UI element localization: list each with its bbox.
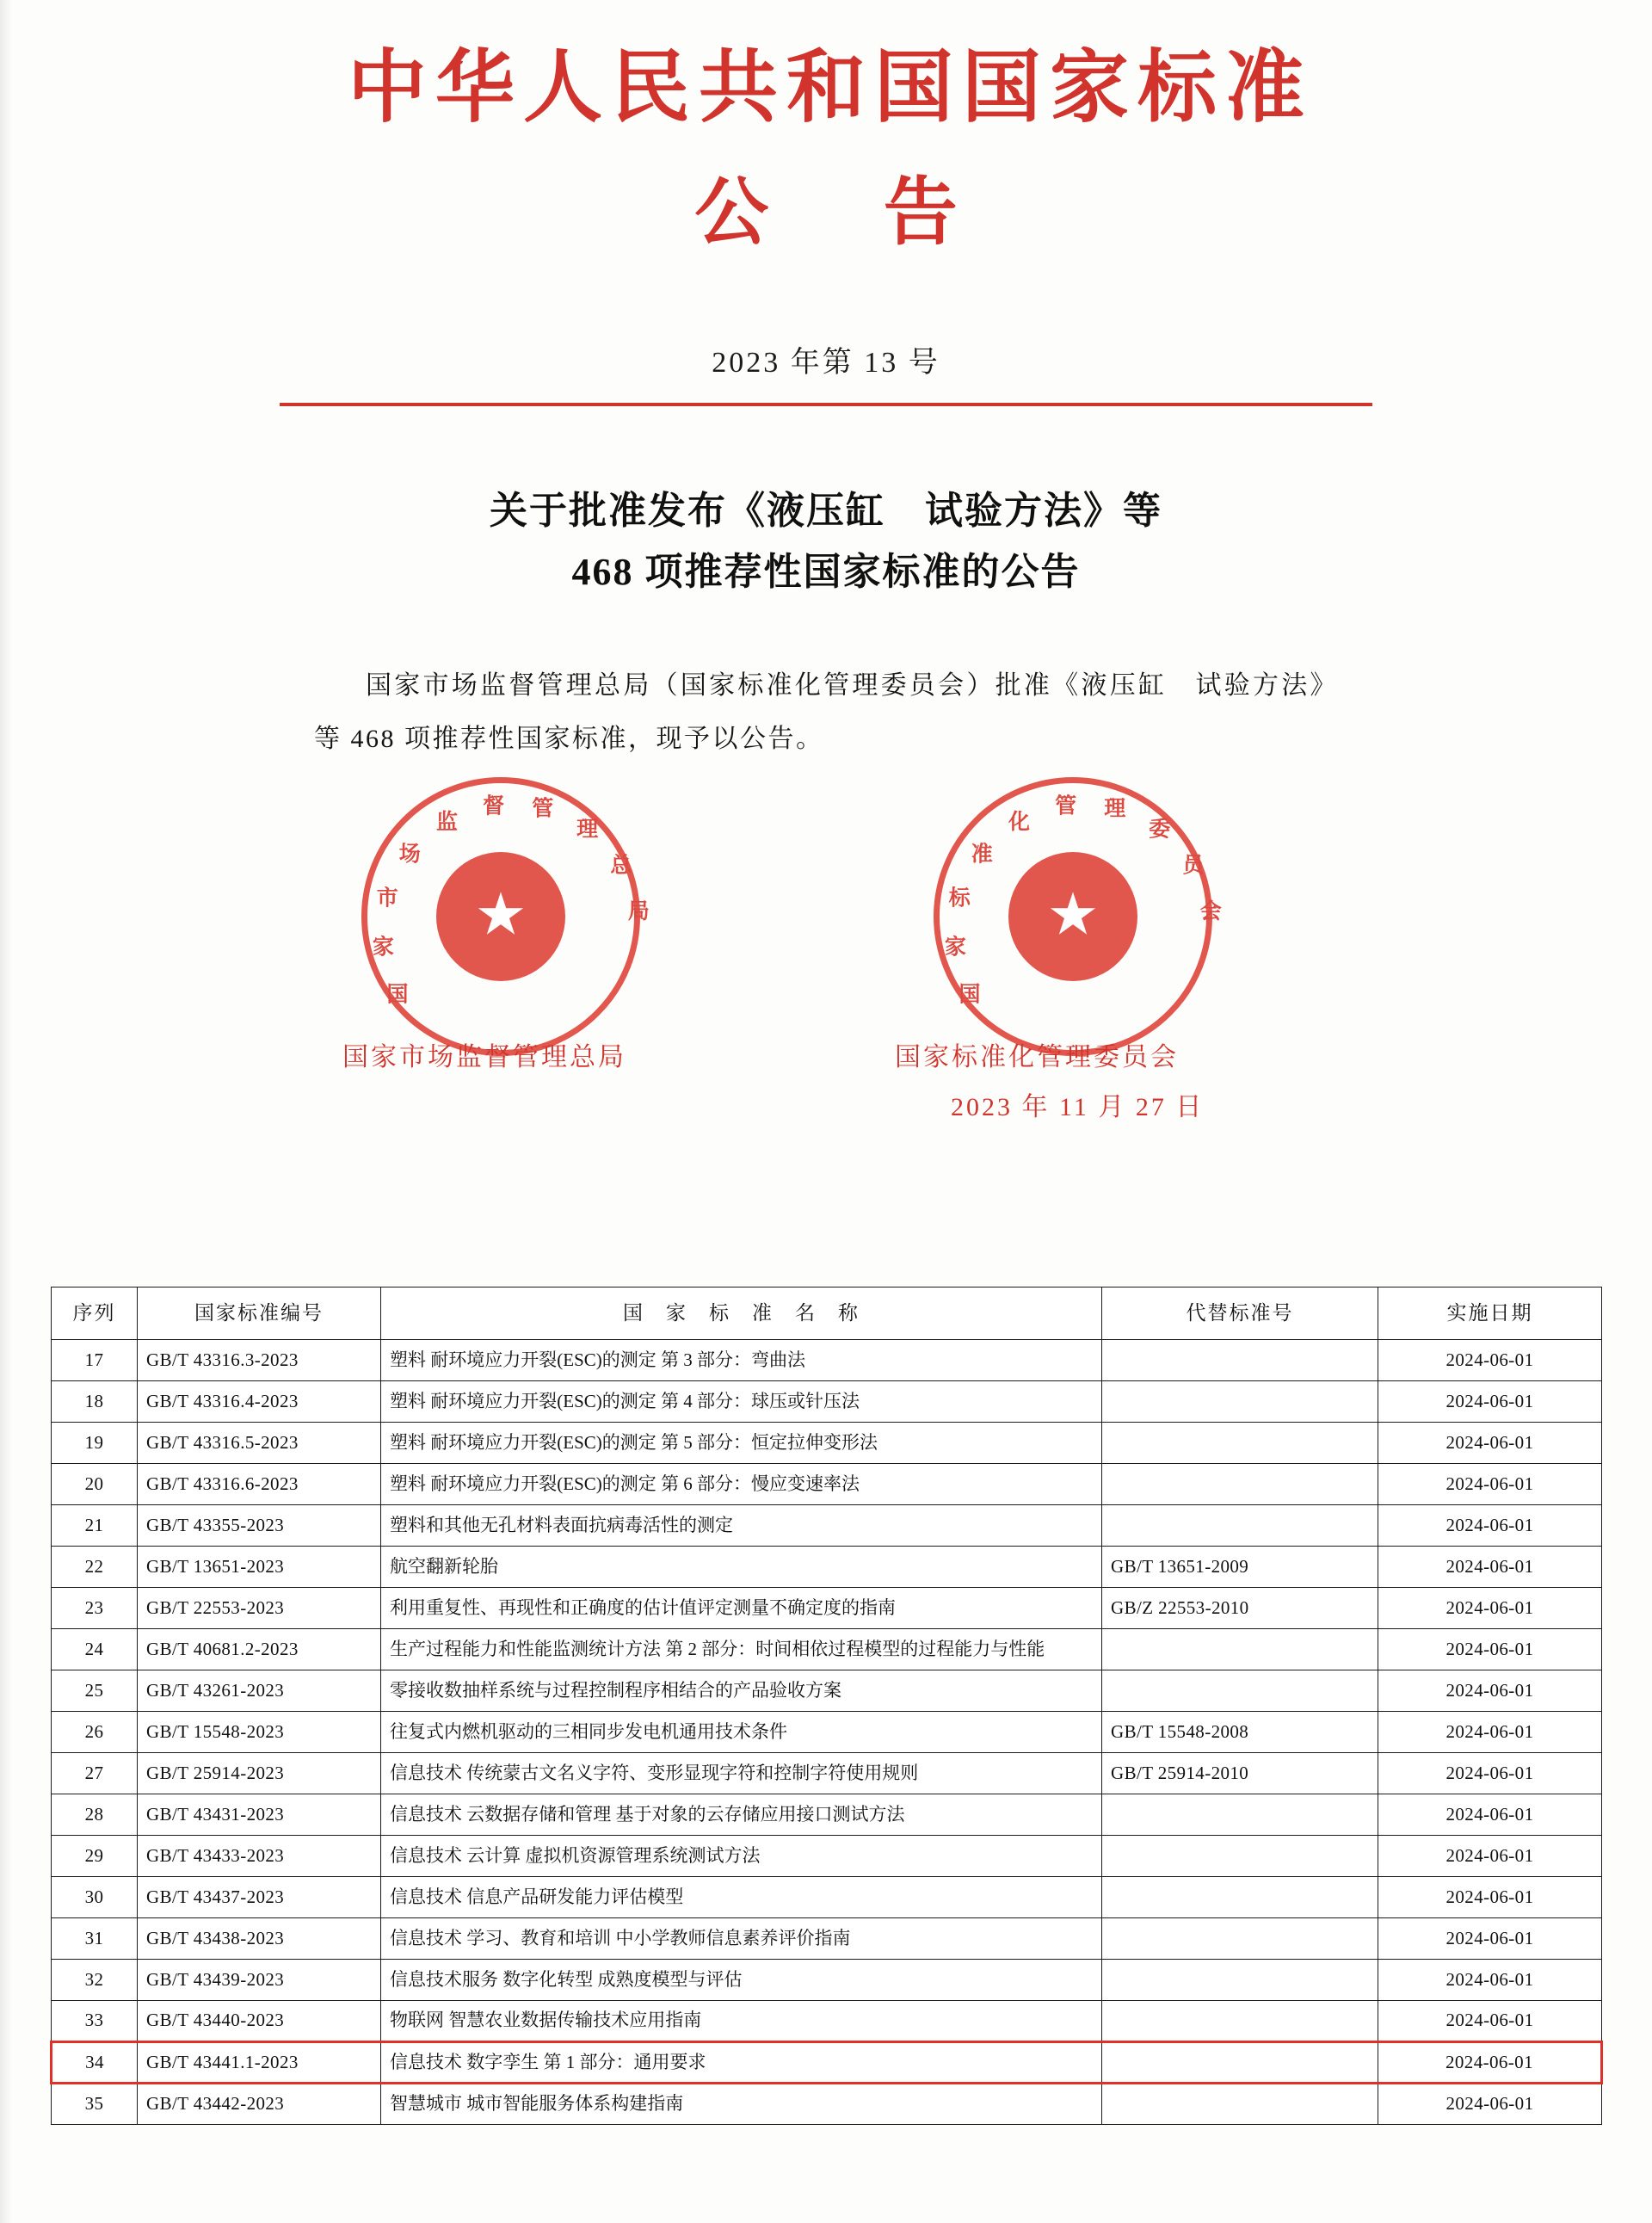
cell-date: 2024-06-01 [1378, 1753, 1602, 1794]
seal-market-regulation [361, 777, 651, 1056]
seal-left-caption: 国家市场监督管理总局 [342, 1043, 626, 1072]
cell-code: GB/T 43439-2023 [138, 1960, 381, 2001]
seal-left-ring-text: 国 家 市 场 监 督 管 理 总 局 [372, 794, 651, 1007]
cell-date: 2024-06-01 [1378, 2084, 1602, 2125]
announcement-title: 公 告 [694, 170, 1006, 254]
cell-code: GB/T 22553-2023 [138, 1588, 381, 1629]
masthead [0, 0, 1652, 406]
cell-name: 信息技术 传统蒙古文名义字符、变形显现字符和控制字符使用规则 [381, 1753, 1102, 1794]
table-header [52, 1287, 1602, 1340]
table-row [52, 2001, 1602, 2042]
cell-seq: 24 [52, 1629, 138, 1670]
cell-replaced [1102, 2001, 1378, 2042]
cell-code: GB/T 43316.5-2023 [138, 1423, 381, 1464]
cell-date: 2024-06-01 [1378, 1918, 1602, 1960]
table-row [52, 1505, 1602, 1547]
cell-date: 2024-06-01 [1378, 1712, 1602, 1753]
seal-area [0, 777, 1652, 1122]
cell-replaced: GB/T 13651-2009 [1102, 1547, 1378, 1588]
cell-code: GB/T 43433-2023 [138, 1836, 381, 1877]
cell-replaced [1102, 1836, 1378, 1877]
seal-right-ring-text: 国 家 标 准 化 管 理 委 员 会 [944, 794, 1224, 1007]
cell-code: GB/T 43441.1-2023 [138, 2042, 381, 2084]
table-header-row [52, 1287, 1602, 1340]
cell-seq: 32 [52, 1960, 138, 2001]
cell-code: GB/T 43437-2023 [138, 1877, 381, 1918]
table-row [52, 1918, 1602, 1960]
cell-name: 利用重复性、再现性和正确度的估计值评定测量不确定度的指南 [381, 1588, 1102, 1629]
cell-seq: 34 [52, 2042, 138, 2084]
table-row [52, 2042, 1602, 2084]
cell-replaced [1102, 1794, 1378, 1836]
cell-name: 信息技术 学习、教育和培训 中小学教师信息素养评价指南 [381, 1918, 1102, 1960]
cell-name: 塑料和其他无孔材料表面抗病毒活性的测定 [381, 1505, 1102, 1547]
cell-replaced: GB/T 25914-2010 [1102, 1753, 1378, 1794]
cell-seq: 21 [52, 1505, 138, 1547]
cell-replaced [1102, 1877, 1378, 1918]
cell-date: 2024-06-01 [1378, 2042, 1602, 2084]
cell-name: 信息技术 信息产品研发能力评估模型 [381, 1877, 1102, 1918]
cell-replaced [1102, 2042, 1378, 2084]
table-row [52, 1629, 1602, 1670]
column-header-name: 国 家 标 准 名 称 [381, 1287, 1102, 1340]
cell-date: 2024-06-01 [1378, 1547, 1602, 1588]
cell-replaced: GB/T 15548-2008 [1102, 1712, 1378, 1753]
table-row [52, 1712, 1602, 1753]
cell-code: GB/T 43261-2023 [138, 1670, 381, 1712]
standards-table-container [50, 1287, 1603, 2125]
cell-seq: 30 [52, 1877, 138, 1918]
cell-replaced [1102, 2084, 1378, 2125]
cell-date: 2024-06-01 [1378, 1340, 1602, 1381]
table-row [52, 1588, 1602, 1629]
cell-seq: 18 [52, 1381, 138, 1423]
cell-date: 2024-06-01 [1378, 1588, 1602, 1629]
cell-date: 2024-06-01 [1378, 1381, 1602, 1423]
seal-standardization-admin [934, 777, 1224, 1056]
seal-right-caption: 国家标准化管理委员会 [895, 1043, 1179, 1072]
cell-name: 生产过程能力和性能监测统计方法 第 2 部分：时间相依过程模型的过程能力与性能 [381, 1629, 1102, 1670]
headline-line-1: 关于批准发布《液压缸 试验方法》等 [490, 489, 1162, 532]
cell-seq: 35 [52, 2084, 138, 2125]
cell-code: GB/T 25914-2023 [138, 1753, 381, 1794]
cell-name: 信息技术服务 数字化转型 成熟度模型与评估 [381, 1960, 1102, 2001]
seal-star-icon [1008, 852, 1137, 981]
cell-name: 塑料 耐环境应力开裂(ESC)的测定 第 5 部分：恒定拉伸变形法 [381, 1423, 1102, 1464]
standards-table [50, 1287, 1603, 2125]
cell-date: 2024-06-01 [1378, 1670, 1602, 1712]
cell-code: GB/T 40681.2-2023 [138, 1629, 381, 1670]
cell-name: 航空翻新轮胎 [381, 1547, 1102, 1588]
table-row [52, 1877, 1602, 1918]
cell-name: 零接收数抽样系统与过程控制程序相结合的产品验收方案 [381, 1670, 1102, 1712]
table-body [52, 1340, 1602, 2125]
cell-name: 信息技术 云计算 虚拟机资源管理系统测试方法 [381, 1836, 1102, 1877]
cell-replaced [1102, 1381, 1378, 1423]
cell-name: 塑料 耐环境应力开裂(ESC)的测定 第 4 部分：球压或针压法 [381, 1381, 1102, 1423]
table-row [52, 1960, 1602, 2001]
cell-code: GB/T 43316.4-2023 [138, 1381, 381, 1423]
table-row [52, 1794, 1602, 1836]
seal-date: 2023 年 11 月 27 日 [951, 1093, 1205, 1122]
cell-date: 2024-06-01 [1378, 2001, 1602, 2042]
cell-name: 往复式内燃机驱动的三相同步发电机通用技术条件 [381, 1712, 1102, 1753]
table-row [52, 1753, 1602, 1794]
cell-replaced: GB/Z 22553-2010 [1102, 1588, 1378, 1629]
cell-seq: 20 [52, 1464, 138, 1505]
cell-seq: 26 [52, 1712, 138, 1753]
cell-seq: 29 [52, 1836, 138, 1877]
table-row [52, 1381, 1602, 1423]
cell-code: GB/T 43316.6-2023 [138, 1464, 381, 1505]
cell-seq: 31 [52, 1918, 138, 1960]
cell-seq: 28 [52, 1794, 138, 1836]
cell-code: GB/T 43316.3-2023 [138, 1340, 381, 1381]
cell-date: 2024-06-01 [1378, 1464, 1602, 1505]
cell-date: 2024-06-01 [1378, 1836, 1602, 1877]
table-row [52, 1464, 1602, 1505]
cell-name: 智慧城市 城市智能服务体系构建指南 [381, 2084, 1102, 2125]
cell-name: 塑料 耐环境应力开裂(ESC)的测定 第 6 部分：慢应变速率法 [381, 1464, 1102, 1505]
cell-seq: 25 [52, 1670, 138, 1712]
table-row [52, 1547, 1602, 1588]
column-header-date: 实施日期 [1378, 1287, 1602, 1340]
cell-code: GB/T 43442-2023 [138, 2084, 381, 2125]
cell-name: 信息技术 云数据存储和管理 基于对象的云存储应用接口测试方法 [381, 1794, 1102, 1836]
headline-line-2: 468 项推荐性国家标准的公告 [571, 550, 1081, 593]
cell-code: GB/T 43355-2023 [138, 1505, 381, 1547]
cell-seq: 27 [52, 1753, 138, 1794]
cell-date: 2024-06-01 [1378, 1960, 1602, 2001]
cell-date: 2024-06-01 [1378, 1794, 1602, 1836]
cell-replaced [1102, 1629, 1378, 1670]
cell-seq: 17 [52, 1340, 138, 1381]
cell-date: 2024-06-01 [1378, 1505, 1602, 1547]
table-row [52, 1423, 1602, 1464]
cell-code: GB/T 43438-2023 [138, 1918, 381, 1960]
cell-code: GB/T 13651-2023 [138, 1547, 381, 1588]
column-header-seq: 序列 [52, 1287, 138, 1340]
red-divider [280, 403, 1372, 406]
cell-seq: 33 [52, 2001, 138, 2042]
cell-replaced [1102, 1464, 1378, 1505]
cell-seq: 23 [52, 1588, 138, 1629]
seal-star-icon [436, 852, 565, 981]
cell-code: GB/T 43440-2023 [138, 2001, 381, 2042]
table-row [52, 1670, 1602, 1712]
column-header-code: 国家标准编号 [138, 1287, 381, 1340]
cell-seq: 19 [52, 1423, 138, 1464]
table-row [52, 2084, 1602, 2125]
cell-date: 2024-06-01 [1378, 1423, 1602, 1464]
page-title [0, 480, 1652, 603]
issue-number: 2023 年第 13 号 [712, 346, 940, 379]
cell-date: 2024-06-01 [1378, 1877, 1602, 1918]
cell-replaced [1102, 1505, 1378, 1547]
cell-name: 塑料 耐环境应力开裂(ESC)的测定 第 3 部分：弯曲法 [381, 1340, 1102, 1381]
cell-replaced [1102, 1918, 1378, 1960]
table-row [52, 1836, 1602, 1877]
table-row [52, 1340, 1602, 1381]
cell-replaced [1102, 1670, 1378, 1712]
nation-title: 中华人民共和国国家标准 [347, 44, 1313, 132]
cell-replaced [1102, 1960, 1378, 2001]
cell-code: GB/T 43431-2023 [138, 1794, 381, 1836]
column-header-replaced: 代替标准号 [1102, 1287, 1378, 1340]
cell-name: 信息技术 数字孪生 第 1 部分：通用要求 [381, 2042, 1102, 2084]
cell-replaced [1102, 1423, 1378, 1464]
cell-code: GB/T 15548-2023 [138, 1712, 381, 1753]
cell-seq: 22 [52, 1547, 138, 1588]
announcement-body: 国家市场监督管理总局（国家标准化管理委员会）批准《液压缸 试验方法》等 468 项推荐性国家标准，现予以公告。 [314, 671, 1338, 753]
cell-date: 2024-06-01 [1378, 1629, 1602, 1670]
cell-replaced [1102, 1340, 1378, 1381]
cell-name: 物联网 智慧农业数据传输技术应用指南 [381, 2001, 1102, 2042]
